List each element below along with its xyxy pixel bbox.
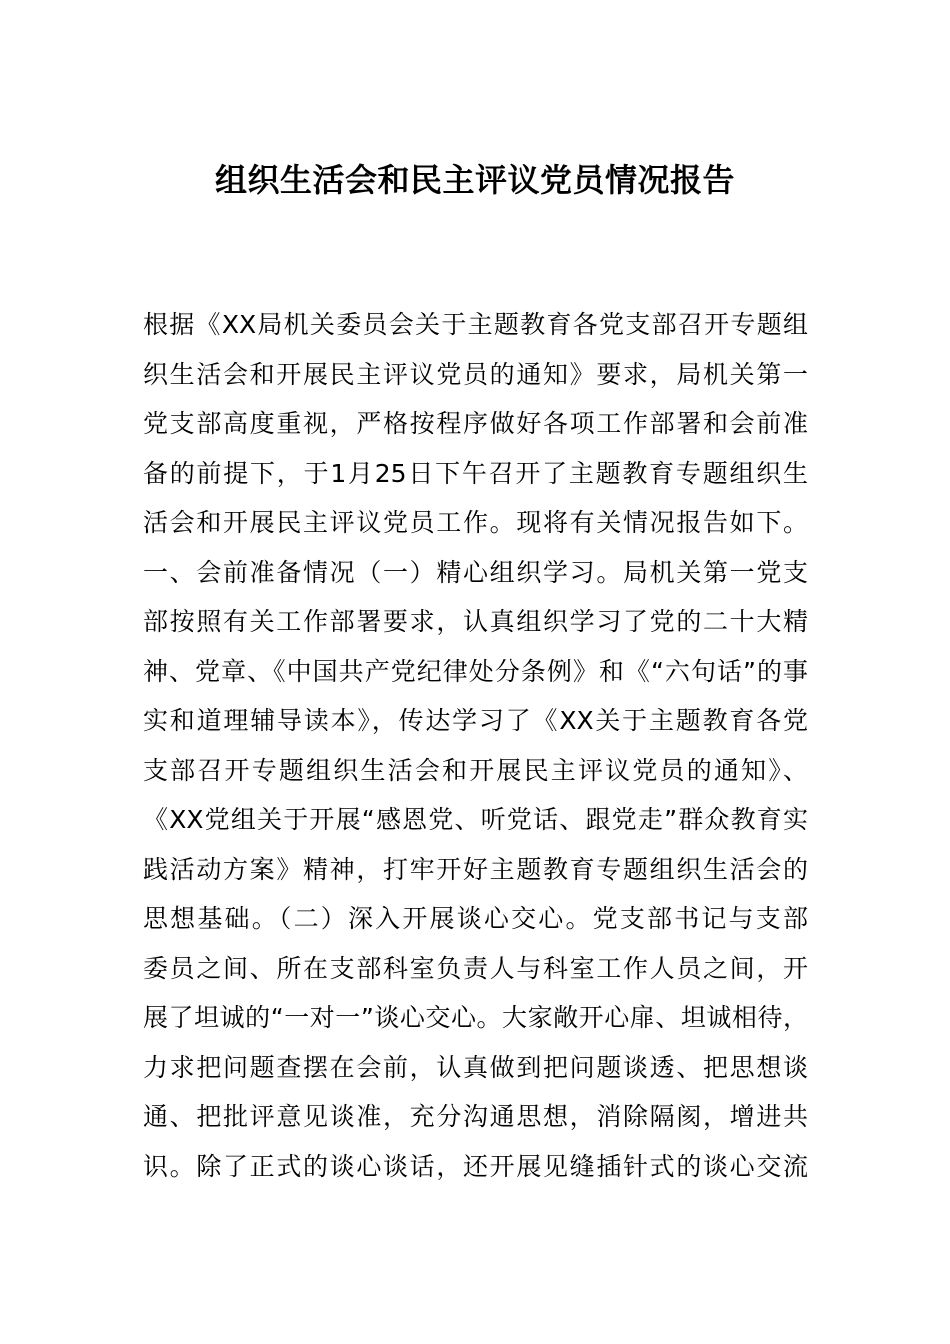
body-line: 一、会前准备情况（一）精心组织学习。局机关第一党支 <box>143 557 808 587</box>
body-line: 党支部高度重视，严格按程序做好各项工作部署和会前准 <box>143 409 808 438</box>
body-line: 思想基础。（二）深入开展谈心交心。党支部书记与支部 <box>143 904 808 933</box>
body-line: 力求把问题查摆在会前，认真做到把问题谈透、把思想谈 <box>143 1052 808 1082</box>
body-line: 展了坦诚的“一对一”谈心交心。大家敞开心扉、坦诚相待， <box>143 1003 808 1032</box>
body-line: 支部召开专题组织生活会和开展民主评议党员的通知》、 <box>143 755 808 785</box>
document-title: 组织生活会和民主评议党员情况报告 <box>214 161 735 199</box>
body-line: 织生活会和开展民主评议党员的通知》要求，局机关第一 <box>143 359 808 389</box>
document-body <box>143 300 808 1191</box>
body-line: 识。除了正式的谈心谈话，还开展见缝插针式的谈心交流 <box>143 1151 808 1181</box>
body-line: 活会和开展民主评议党员工作。现将有关情况报告如下。 <box>143 508 808 537</box>
body-line: 通、把批评意见谈准，充分沟通思想，消除隔阂，增进共 <box>143 1102 808 1131</box>
body-line: 神、党章、《中国共产党纪律处分条例》和《“六句话”的事 <box>143 656 808 686</box>
body-line: 备的前提下，于1月25日下午召开了主题教育专题组织生 <box>143 458 808 488</box>
body-line: 践活动方案》精神，打牢开好主题教育专题组织生活会的 <box>143 854 808 884</box>
body-line: 《XX党组关于开展“感恩党、听党话、跟党走”群众教育实 <box>143 805 808 834</box>
body-line: 部按照有关工作部署要求，认真组织学习了党的二十大精 <box>143 607 808 636</box>
body-line: 委员之间、所在支部科室负责人与科室工作人员之间，开 <box>143 953 808 983</box>
body-line: 根据《XX局机关委员会关于主题教育各党支部召开专题组 <box>143 310 808 339</box>
body-line: 实和道理辅导读本》，传达学习了《XX关于主题教育各党 <box>143 706 808 735</box>
